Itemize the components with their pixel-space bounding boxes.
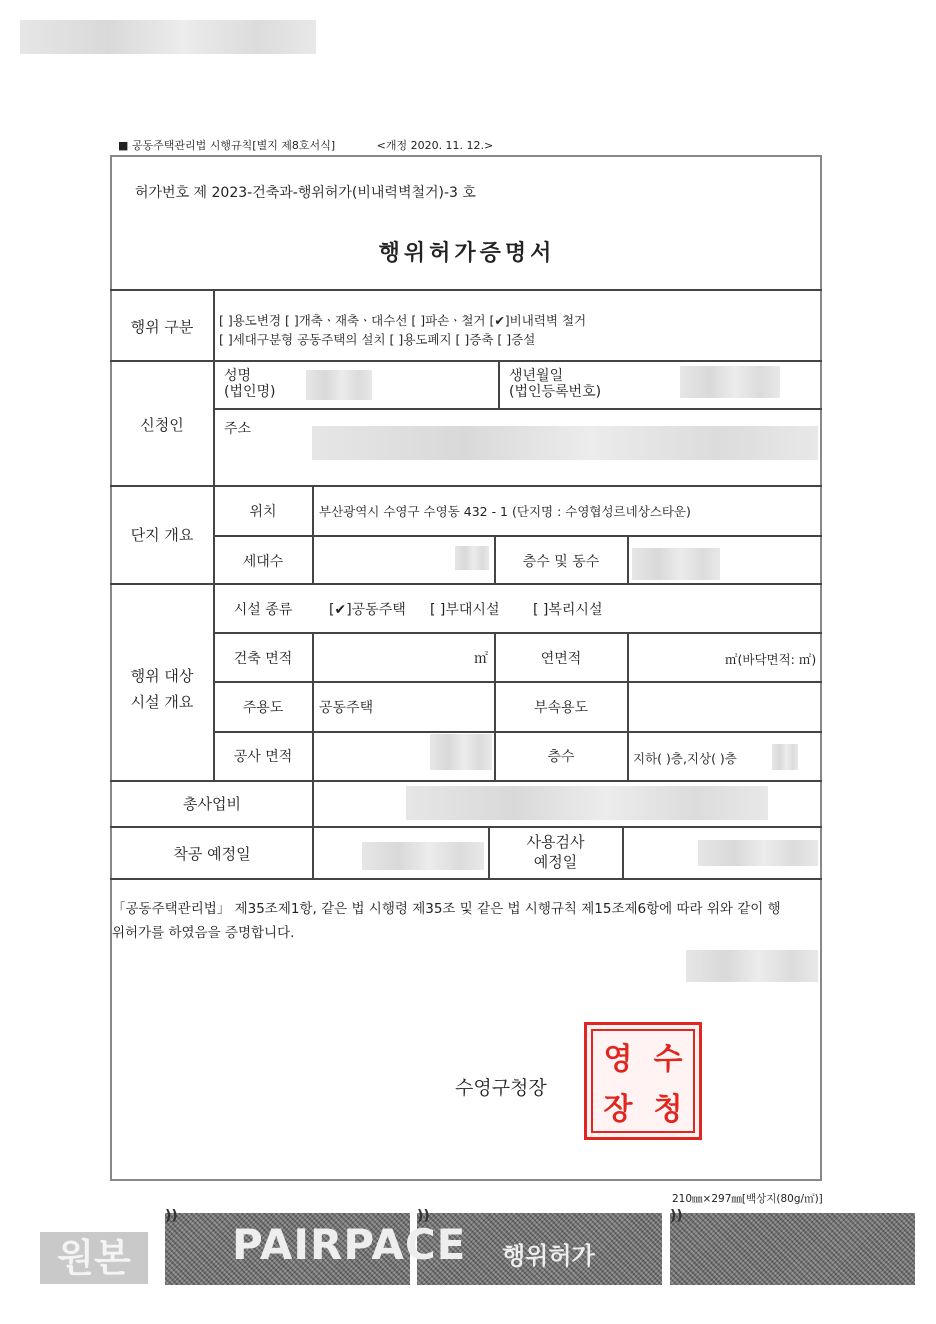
paper-spec: 210㎜×297㎜[백상지(80g/㎡)] <box>672 1193 823 1205</box>
certificate-frame <box>110 155 822 1181</box>
floor-area-label: 연면적 <box>540 651 582 667</box>
watermark-suffix: 행위허가 <box>502 1242 595 1270</box>
redacted-work-area <box>430 734 492 770</box>
facility-kind-option-housing: [✔]공동주택 <box>329 602 406 618</box>
facility-label-line2: 시설 개요 <box>130 693 194 711</box>
redacted-address <box>312 426 818 460</box>
certificate-title: 행위허가증명서 <box>378 241 556 266</box>
permit-number: 허가번호 제 2023-건축과-행위허가(비내력벽철거)-3 호 <box>135 185 476 201</box>
start-date-label: 착공 예정일 <box>173 845 251 863</box>
seal-char: 장 <box>603 1092 633 1127</box>
redacted-header <box>20 20 316 54</box>
seal-char: 영 <box>603 1042 633 1077</box>
floor-area-unit: ㎡(바닥면적: ㎡) <box>725 652 817 667</box>
security-pattern-3 <box>670 1213 915 1285</box>
main-use-value: 공동주택 <box>319 700 374 716</box>
facility-kind-option-welfare: [ ]복리시설 <box>533 602 603 618</box>
action-type-label: 행위 구분 <box>130 318 194 336</box>
applicant-birth-label <box>509 368 601 400</box>
floors-label: 층수 및 동수 <box>522 554 600 570</box>
action-type-options-2: [ ]세대구분형 공동주택의 설치 [ ]용도폐지 [ ]증축 [ ]증설 <box>219 332 536 347</box>
action-type-options-1: [ ]용도변경 [ ]개축ㆍ재축ㆍ대수선 [ ]파손ㆍ철거 [✔]비내력벽 철거 <box>219 313 587 328</box>
name-label-line1: 성명 <box>224 368 252 384</box>
work-area-label: 공사 면적 <box>233 749 293 765</box>
inspection-label-line1: 사용검사 <box>526 833 585 851</box>
redacted-total-cost <box>406 786 768 820</box>
redacted-floors <box>632 548 720 580</box>
facility-kind-label: 시설 종류 <box>233 602 293 618</box>
statement-line1: 「공동주택관리법」 제35조제1항, 같은 법 시행령 제35조 및 같은 법 시행규칙 제15조제6항에 따라 위와 같이 행 <box>112 901 781 917</box>
redacted-birth-number <box>680 366 780 398</box>
building-area-label: 건축 면적 <box>233 651 293 667</box>
inspection-label <box>489 832 622 872</box>
seal-char: 청 <box>653 1092 683 1127</box>
facility-label <box>112 663 212 715</box>
location-label: 위치 <box>249 504 277 520</box>
seal-char: 수 <box>653 1042 683 1077</box>
wave-icon: )) <box>417 1208 430 1224</box>
form-header <box>118 137 493 153</box>
name-label-line2: (법인명) <box>224 384 276 400</box>
stories-value: 지하( )층,지상( )층 <box>633 751 737 766</box>
applicant-name-label <box>224 368 276 400</box>
watermark-brand: PAIRPACE <box>232 1220 467 1269</box>
inspection-label-line2: 예정일 <box>533 853 578 871</box>
statement-line2: 위허가를 하였음을 증명합니다. <box>112 925 295 941</box>
birth-label-line2: (법인등록번호) <box>509 384 602 400</box>
original-copy-mark: 원본 <box>40 1232 148 1284</box>
facility-label-line1: 행위 대상 <box>130 667 194 685</box>
wave-icon: )) <box>670 1208 683 1224</box>
redacted-inspection-date <box>698 840 818 866</box>
stories-label: 층수 <box>547 749 575 765</box>
official-seal <box>584 1022 702 1140</box>
facility-kind-option-auxiliary: [ ]부대시설 <box>430 602 500 618</box>
applicant-label: 신청인 <box>140 416 184 434</box>
address-label: 주소 <box>224 421 252 437</box>
total-cost-label: 총사업비 <box>183 795 241 813</box>
wave-icon: )) <box>165 1208 178 1224</box>
form-header-label: ■ 공동주택관리법 시행규칙[별지 제8호서식] <box>118 139 336 152</box>
sub-use-label: 부속용도 <box>533 700 589 716</box>
redacted-households <box>455 546 489 570</box>
redacted-start-date <box>362 842 484 870</box>
redacted-applicant-name <box>306 370 372 400</box>
complex-label: 단지 개요 <box>130 526 194 544</box>
redacted-issue-date <box>686 950 818 982</box>
issuer-name: 수영구청장 <box>455 1077 547 1099</box>
redacted-stories <box>772 744 798 770</box>
form-revision: <개정 2020. 11. 12.> <box>376 139 494 152</box>
main-use-label: 주용도 <box>242 700 284 716</box>
birth-label-line1: 생년월일 <box>509 368 564 384</box>
location-value: 부산광역시 수영구 수영동 432 - 1 (단지명 : 수영협성르네상스타운) <box>319 504 691 519</box>
households-label: 세대수 <box>242 554 284 570</box>
building-area-unit: ㎡ <box>474 651 488 667</box>
